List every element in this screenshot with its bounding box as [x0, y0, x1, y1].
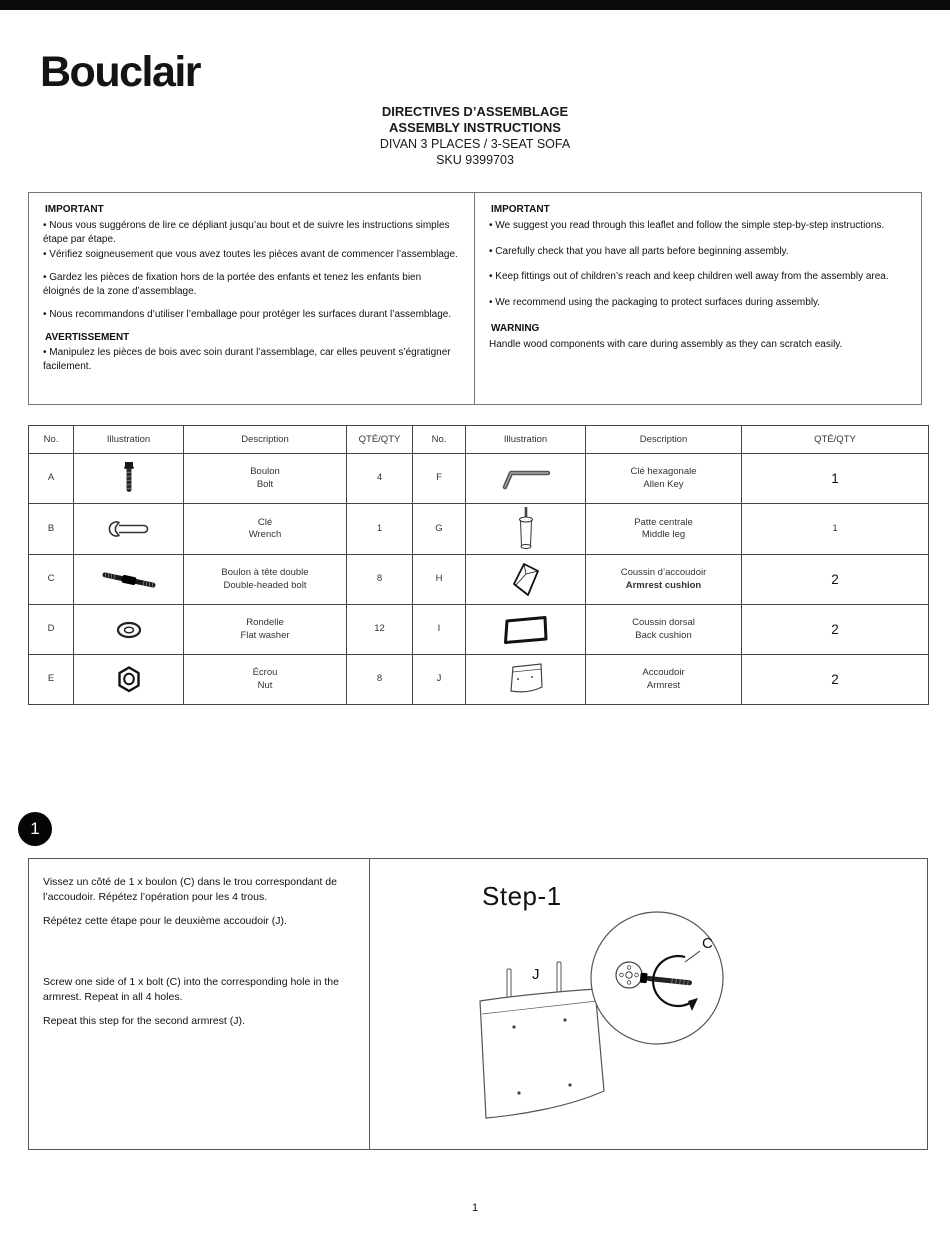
part-illustration-cell — [74, 555, 184, 605]
part-letter: A — [29, 454, 74, 504]
step1-text-fr: Répétez cette étape pour le deuxième accoudoir (J). — [43, 915, 287, 928]
title-en: ASSEMBLY INSTRUCTIONS — [389, 120, 561, 135]
label-j: J — [532, 966, 540, 983]
part-letter: B — [29, 504, 74, 555]
part-illustration-cell — [466, 655, 586, 705]
part-illustration-cell — [466, 555, 586, 605]
product-name: DIVAN 3 PLACES / 3-SEAT SOFA — [379, 137, 571, 151]
column-header: No. — [413, 426, 466, 454]
part-qty: 12 — [347, 605, 413, 655]
part-illustration-cell — [74, 605, 184, 655]
part-qty: 1 — [347, 504, 413, 555]
notice-bullet: • Keep fittings out of children’s reach and keep children well away from the assembly area. — [489, 271, 889, 283]
armrest-panel — [480, 989, 604, 1118]
step1-instructions — [29, 859, 370, 1149]
allen-key-icon — [498, 468, 554, 490]
parts-table — [28, 425, 929, 705]
part-letter: C — [29, 555, 74, 605]
part-letter: I — [413, 605, 466, 655]
wrench-icon — [106, 520, 152, 538]
column-header: QTÉ/QTY — [742, 426, 929, 454]
step1-text-en: Screw one side of 1 x bolt (C) into the corresponding hole in the armrest. Repeat in all 4 holes. — [43, 976, 339, 1003]
warning-heading-fr: AVERTISSEMENT — [45, 331, 130, 343]
part-description: Rondelle Flat washer — [184, 605, 347, 655]
table-row — [29, 605, 929, 655]
table-row — [29, 555, 929, 605]
warning-text-en: Handle wood components with care during assembly as they can scratch easily. — [489, 338, 843, 350]
notice-bullet: • We suggest you read through this leaflet and follow the simple step-by-step instructions. — [489, 219, 885, 231]
part-qty: 1 — [742, 504, 929, 555]
notice-bullet: • Gardez les pièces de fixation hors de la portée des enfants et tenez les enfants bien éloignés de la zone d’assemblage. — [43, 272, 422, 297]
part-description: Écrou Nut — [184, 655, 347, 705]
column-header: Illustration — [466, 426, 586, 454]
warning-heading-en: WARNING — [491, 322, 540, 334]
title-fr: DIRECTIVES D’ASSEMBLAGE — [381, 104, 569, 119]
part-qty: 4 — [347, 454, 413, 504]
part-letter: J — [413, 655, 466, 705]
part-illustration-cell — [466, 605, 586, 655]
part-illustration-cell — [466, 454, 586, 504]
notice-bullet: • Vérifiez soigneusement que vous avez toutes les pièces avant de commencer l’assemblage. — [43, 249, 458, 261]
table-row — [29, 454, 929, 504]
step1-text-en: Repeat this step for the second armrest (J). — [43, 1015, 245, 1028]
part-letter: H — [413, 555, 466, 605]
armrest-cushion-icon — [511, 562, 541, 598]
parts-table-header-row — [29, 426, 929, 454]
notice-bullet: • Carefully check that you have all parts before beginning assembly. — [489, 245, 789, 257]
part-letter: G — [413, 504, 466, 555]
column-header: Illustration — [74, 426, 184, 454]
step1-title: Step-1 — [482, 881, 562, 911]
notice-column-french — [29, 193, 475, 404]
part-description: Clé hexagonale Allen Key — [586, 454, 742, 504]
top-bar — [0, 0, 950, 10]
table-row — [29, 504, 929, 555]
column-header: Description — [586, 426, 742, 454]
table-row — [29, 655, 929, 705]
page-number: 1 — [471, 1202, 479, 1214]
part-illustration-cell — [74, 655, 184, 705]
step-number-badge: 1 — [18, 812, 52, 846]
part-description: Boulon Bolt — [184, 454, 347, 504]
notice-bullet: • Nous recommandons d’utiliser l’emballage pour protéger les surfaces durant l’assemblage. — [43, 308, 452, 320]
warning-text-fr: • Manipulez les pièces de bois avec soin durant l’assemblage, car elles peuvent s’égratigner facilement. — [43, 347, 451, 373]
step1-box — [28, 858, 928, 1150]
part-letter: E — [29, 655, 74, 705]
step1-illustration — [388, 901, 818, 1141]
armrest-icon — [506, 661, 546, 699]
step1-text-fr: Vissez un côté de 1 x boulon (C) dans le trou correspondant de l’accoudoir. Répétez l’opération pour les 4 trous. — [43, 876, 337, 903]
part-description: Boulon à tête double Double-headed bolt — [184, 555, 347, 605]
column-header: No. — [29, 426, 74, 454]
zoom-detail — [591, 912, 723, 1044]
notice-column-english — [475, 193, 921, 404]
middle-leg-icon — [516, 506, 536, 552]
part-qty: 2 — [742, 605, 929, 655]
notice-box — [28, 192, 922, 405]
part-illustration-cell — [74, 504, 184, 555]
part-qty: 2 — [742, 655, 929, 705]
sku: SKU 9399703 — [436, 153, 514, 167]
part-description: Coussin dorsal Back cushion — [586, 605, 742, 655]
column-header: QTÉ/QTY — [347, 426, 413, 454]
part-description: Coussin d’accoudoir Armrest cushion — [586, 555, 742, 605]
brand-logo: Bouclair — [40, 48, 201, 96]
flat-washer-icon — [115, 620, 143, 640]
part-description: Clé Wrench — [184, 504, 347, 555]
part-letter: D — [29, 605, 74, 655]
notice-bullet: • Nous vous suggérons de lire ce dépliant jusqu’au bout et de suivre les instructions simples étape par étape. — [43, 219, 450, 245]
important-heading-fr: IMPORTANT — [45, 204, 104, 215]
part-description: Patte centrale Middle leg — [586, 504, 742, 555]
part-qty: 8 — [347, 655, 413, 705]
label-c: C — [702, 935, 713, 952]
step1-diagram-area — [370, 859, 927, 1149]
part-illustration-cell — [74, 454, 184, 504]
part-letter: F — [413, 454, 466, 504]
part-qty: 1 — [742, 454, 929, 504]
notice-bullet: • We recommend using the packaging to protect surfaces during assembly. — [489, 297, 821, 309]
part-qty: 2 — [742, 555, 929, 605]
double-headed-bolt-icon — [98, 566, 160, 594]
part-description: Accoudoir Armrest — [586, 655, 742, 705]
back-cushion-icon — [503, 614, 549, 646]
nut-icon — [117, 666, 141, 693]
part-qty: 8 — [347, 555, 413, 605]
title-block — [0, 104, 950, 168]
important-heading-en: IMPORTANT — [491, 204, 550, 215]
part-illustration-cell — [466, 504, 586, 555]
bolt-icon — [121, 460, 137, 498]
column-header: Description — [184, 426, 347, 454]
